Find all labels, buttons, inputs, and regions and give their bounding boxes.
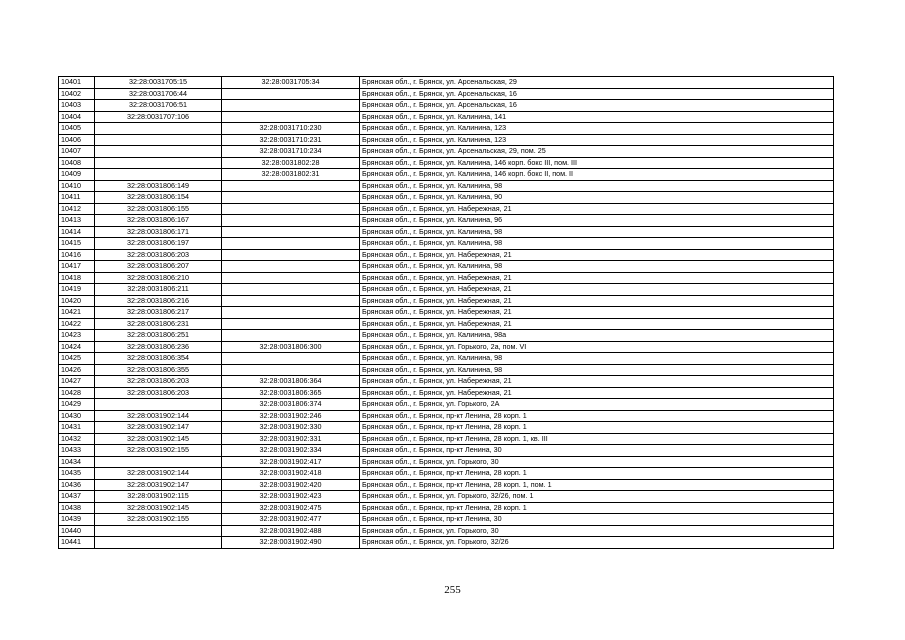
address-cell: Брянская обл., г. Брянск, ул. Набережная, 21: [360, 387, 834, 399]
table-row: [59, 445, 834, 457]
table-row: [59, 146, 834, 158]
cadastral-number-cell: 32:28:0031806:149: [95, 180, 222, 192]
object-cadastral-number-cell: [222, 215, 360, 227]
address-cell: Брянская обл., г. Брянск, ул. Калинина, 98а: [360, 330, 834, 342]
cadastral-number-cell: [95, 157, 222, 169]
address-cell: Брянская обл., г. Брянск, пр-кт Ленина, 28 корп. 1: [360, 502, 834, 514]
cadastral-number-cell: [95, 169, 222, 181]
cadastral-number-cell: 32:28:0031806:203: [95, 376, 222, 388]
record-number-cell: 10415: [59, 238, 95, 250]
cadastral-register-table: [58, 76, 834, 549]
table-row: [59, 376, 834, 388]
table-row: [59, 502, 834, 514]
record-number-cell: 10435: [59, 468, 95, 480]
object-cadastral-number-cell: 32:28:0031802:31: [222, 169, 360, 181]
address-cell: Брянская обл., г. Брянск, пр-кт Ленина, 28 корп. 1, кв. III: [360, 433, 834, 445]
cadastral-number-cell: [95, 123, 222, 135]
object-cadastral-number-cell: [222, 330, 360, 342]
address-cell: Брянская обл., г. Брянск, ул. Арсенальская, 16: [360, 100, 834, 112]
table-row: [59, 272, 834, 284]
cadastral-number-cell: 32:28:0031806:236: [95, 341, 222, 353]
object-cadastral-number-cell: 32:28:0031902:475: [222, 502, 360, 514]
address-cell: Брянская обл., г. Брянск, пр-кт Ленина, 30: [360, 514, 834, 526]
cadastral-number-cell: 32:28:0031806:216: [95, 295, 222, 307]
table-row: [59, 433, 834, 445]
address-cell: Брянская обл., г. Брянск, ул. Набережная, 21: [360, 203, 834, 215]
address-cell: Брянская обл., г. Брянск, ул. Горького, 32/26: [360, 537, 834, 549]
cadastral-number-cell: 32:28:0031806:354: [95, 353, 222, 365]
address-cell: Брянская обл., г. Брянск, ул. Арсенальская, 29: [360, 77, 834, 89]
cadastral-number-cell: 32:28:0031806:154: [95, 192, 222, 204]
cadastral-number-cell: 32:28:0031902:145: [95, 502, 222, 514]
record-number-cell: 10431: [59, 422, 95, 434]
object-cadastral-number-cell: 32:28:0031902:490: [222, 537, 360, 549]
address-cell: Брянская обл., г. Брянск, пр-кт Ленина, 30: [360, 445, 834, 457]
table-row: [59, 192, 834, 204]
cadastral-number-cell: 32:28:0031806:251: [95, 330, 222, 342]
cadastral-number-cell: [95, 525, 222, 537]
record-number-cell: 10403: [59, 100, 95, 112]
object-cadastral-number-cell: 32:28:0031710:234: [222, 146, 360, 158]
record-number-cell: 10409: [59, 169, 95, 181]
record-number-cell: 10401: [59, 77, 95, 89]
record-number-cell: 10423: [59, 330, 95, 342]
record-number-cell: 10417: [59, 261, 95, 273]
address-cell: Брянская обл., г. Брянск, ул. Калинина, 123: [360, 134, 834, 146]
record-number-cell: 10411: [59, 192, 95, 204]
object-cadastral-number-cell: [222, 180, 360, 192]
cadastral-number-cell: [95, 146, 222, 158]
table-row: [59, 387, 834, 399]
cadastral-number-cell: 32:28:0031902:144: [95, 468, 222, 480]
table-row: [59, 399, 834, 411]
address-cell: Брянская обл., г. Брянск, ул. Арсенальская, 29, пом. 25: [360, 146, 834, 158]
object-cadastral-number-cell: [222, 226, 360, 238]
object-cadastral-number-cell: 32:28:0031806:365: [222, 387, 360, 399]
record-number-cell: 10413: [59, 215, 95, 227]
object-cadastral-number-cell: [222, 261, 360, 273]
cadastral-number-cell: 32:28:0031705:15: [95, 77, 222, 89]
table-row: [59, 307, 834, 319]
table-row: [59, 525, 834, 537]
page-number: 255: [444, 584, 461, 596]
cadastral-number-cell: 32:28:0031806:355: [95, 364, 222, 376]
table-row: [59, 123, 834, 135]
object-cadastral-number-cell: [222, 318, 360, 330]
address-cell: Брянская обл., г. Брянск, ул. Горького, 2а, пом. VI: [360, 341, 834, 353]
object-cadastral-number-cell: [222, 272, 360, 284]
cadastral-number-cell: 32:28:0031707:106: [95, 111, 222, 123]
cadastral-number-cell: 32:28:0031902:155: [95, 514, 222, 526]
object-cadastral-number-cell: 32:28:0031902:334: [222, 445, 360, 457]
address-cell: Брянская обл., г. Брянск, ул. Арсенальская, 16: [360, 88, 834, 100]
cadastral-number-cell: [95, 537, 222, 549]
address-cell: Брянская обл., г. Брянск, ул. Горького, 2А: [360, 399, 834, 411]
table-row: [59, 203, 834, 215]
record-number-cell: 10414: [59, 226, 95, 238]
cadastral-number-cell: 32:28:0031902:147: [95, 479, 222, 491]
address-cell: Брянская обл., г. Брянск, ул. Калинина, 123: [360, 123, 834, 135]
address-cell: Брянская обл., г. Брянск, пр-кт Ленина, 28 корп. 1, пом. 1: [360, 479, 834, 491]
cadastral-number-cell: 32:28:0031706:51: [95, 100, 222, 112]
record-number-cell: 10427: [59, 376, 95, 388]
table-row: [59, 537, 834, 549]
address-cell: Брянская обл., г. Брянск, ул. Набережная, 21: [360, 272, 834, 284]
address-cell: Брянская обл., г. Брянск, ул. Набережная, 21: [360, 284, 834, 296]
cadastral-number-cell: 32:28:0031806:210: [95, 272, 222, 284]
table-row: [59, 238, 834, 250]
address-cell: Брянская обл., г. Брянск, ул. Калинина, 141: [360, 111, 834, 123]
record-number-cell: 10407: [59, 146, 95, 158]
object-cadastral-number-cell: [222, 249, 360, 261]
table-row: [59, 318, 834, 330]
cadastral-number-cell: 32:28:0031806:155: [95, 203, 222, 215]
table-row: [59, 249, 834, 261]
record-number-cell: 10420: [59, 295, 95, 307]
record-number-cell: 10412: [59, 203, 95, 215]
address-cell: Брянская обл., г. Брянск, ул. Набережная, 21: [360, 318, 834, 330]
address-cell: Брянская обл., г. Брянск, ул. Набережная, 21: [360, 376, 834, 388]
address-cell: Брянская обл., г. Брянск, ул. Калинина, 90: [360, 192, 834, 204]
record-number-cell: 10439: [59, 514, 95, 526]
address-cell: Брянская обл., г. Брянск, ул. Калинина, 98: [360, 261, 834, 273]
object-cadastral-number-cell: 32:28:0031902:423: [222, 491, 360, 503]
table-row: [59, 284, 834, 296]
object-cadastral-number-cell: [222, 203, 360, 215]
record-number-cell: 10441: [59, 537, 95, 549]
object-cadastral-number-cell: 32:28:0031806:300: [222, 341, 360, 353]
address-cell: Брянская обл., г. Брянск, пр-кт Ленина, 28 корп. 1: [360, 410, 834, 422]
record-number-cell: 10406: [59, 134, 95, 146]
object-cadastral-number-cell: [222, 88, 360, 100]
record-number-cell: 10421: [59, 307, 95, 319]
record-number-cell: 10437: [59, 491, 95, 503]
address-cell: Брянская обл., г. Брянск, ул. Набережная, 21: [360, 249, 834, 261]
object-cadastral-number-cell: 32:28:0031902:418: [222, 468, 360, 480]
address-cell: Брянская обл., г. Брянск, пр-кт Ленина, 28 корп. 1: [360, 468, 834, 480]
address-cell: Брянская обл., г. Брянск, ул. Калинина, 98: [360, 364, 834, 376]
object-cadastral-number-cell: 32:28:0031710:231: [222, 134, 360, 146]
object-cadastral-number-cell: 32:28:0031902:330: [222, 422, 360, 434]
table-row: [59, 169, 834, 181]
cadastral-number-cell: 32:28:0031806:167: [95, 215, 222, 227]
object-cadastral-number-cell: 32:28:0031902:477: [222, 514, 360, 526]
table-row: [59, 111, 834, 123]
cadastral-number-cell: 32:28:0031706:44: [95, 88, 222, 100]
table-row: [59, 514, 834, 526]
record-number-cell: 10405: [59, 123, 95, 135]
address-cell: Брянская обл., г. Брянск, ул. Горького, 30: [360, 525, 834, 537]
record-number-cell: 10408: [59, 157, 95, 169]
table-row: [59, 226, 834, 238]
address-cell: Брянская обл., г. Брянск, ул. Калинина, 146 корп. бокс III, пом. III: [360, 157, 834, 169]
address-cell: Брянская обл., г. Брянск, ул. Набережная, 21: [360, 307, 834, 319]
object-cadastral-number-cell: 32:28:0031802:28: [222, 157, 360, 169]
table-row: [59, 479, 834, 491]
table-row: [59, 88, 834, 100]
address-cell: Брянская обл., г. Брянск, ул. Калинина, 98: [360, 353, 834, 365]
object-cadastral-number-cell: [222, 238, 360, 250]
table-row: [59, 491, 834, 503]
table-row: [59, 77, 834, 89]
cadastral-number-cell: 32:28:0031902:115: [95, 491, 222, 503]
cadastral-number-cell: 32:28:0031902:147: [95, 422, 222, 434]
cadastral-number-cell: 32:28:0031806:231: [95, 318, 222, 330]
object-cadastral-number-cell: 32:28:0031902:420: [222, 479, 360, 491]
cadastral-number-cell: 32:28:0031902:155: [95, 445, 222, 457]
table-row: [59, 422, 834, 434]
address-cell: Брянская обл., г. Брянск, пр-кт Ленина, 28 корп. 1: [360, 422, 834, 434]
object-cadastral-number-cell: [222, 295, 360, 307]
table-body: [59, 77, 834, 549]
object-cadastral-number-cell: 32:28:0031902:488: [222, 525, 360, 537]
table-row: [59, 410, 834, 422]
record-number-cell: 10433: [59, 445, 95, 457]
record-number-cell: 10424: [59, 341, 95, 353]
record-number-cell: 10410: [59, 180, 95, 192]
table-row: [59, 330, 834, 342]
table-row: [59, 353, 834, 365]
table-row: [59, 456, 834, 468]
address-cell: Брянская обл., г. Брянск, ул. Калинина, 96: [360, 215, 834, 227]
object-cadastral-number-cell: [222, 111, 360, 123]
record-number-cell: 10440: [59, 525, 95, 537]
object-cadastral-number-cell: 32:28:0031902:417: [222, 456, 360, 468]
cadastral-number-cell: [95, 134, 222, 146]
cadastral-number-cell: 32:28:0031806:211: [95, 284, 222, 296]
table-row: [59, 341, 834, 353]
record-number-cell: 10429: [59, 399, 95, 411]
record-number-cell: 10428: [59, 387, 95, 399]
table-row: [59, 215, 834, 227]
address-cell: Брянская обл., г. Брянск, ул. Калинина, 98: [360, 226, 834, 238]
address-cell: Брянская обл., г. Брянск, ул. Набережная, 21: [360, 295, 834, 307]
record-number-cell: 10438: [59, 502, 95, 514]
object-cadastral-number-cell: 32:28:0031806:364: [222, 376, 360, 388]
object-cadastral-number-cell: [222, 100, 360, 112]
record-number-cell: 10404: [59, 111, 95, 123]
address-cell: Брянская обл., г. Брянск, ул. Калинина, 98: [360, 238, 834, 250]
object-cadastral-number-cell: [222, 307, 360, 319]
table-row: [59, 180, 834, 192]
object-cadastral-number-cell: [222, 364, 360, 376]
address-cell: Брянская обл., г. Брянск, ул. Горького, 32/26, пом. 1: [360, 491, 834, 503]
object-cadastral-number-cell: 32:28:0031806:374: [222, 399, 360, 411]
record-number-cell: 10425: [59, 353, 95, 365]
cadastral-number-cell: 32:28:0031902:144: [95, 410, 222, 422]
record-number-cell: 10436: [59, 479, 95, 491]
record-number-cell: 10418: [59, 272, 95, 284]
table-row: [59, 261, 834, 273]
cadastral-number-cell: [95, 399, 222, 411]
cadastral-number-cell: 32:28:0031806:217: [95, 307, 222, 319]
address-cell: Брянская обл., г. Брянск, ул. Калинина, 146 корп. бокс II, пом. II: [360, 169, 834, 181]
object-cadastral-number-cell: 32:28:0031710:230: [222, 123, 360, 135]
cadastral-number-cell: 32:28:0031806:197: [95, 238, 222, 250]
object-cadastral-number-cell: [222, 353, 360, 365]
table-row: [59, 295, 834, 307]
address-cell: Брянская обл., г. Брянск, ул. Горького, 30: [360, 456, 834, 468]
table-row: [59, 468, 834, 480]
table-row: [59, 157, 834, 169]
table-row: [59, 134, 834, 146]
cadastral-number-cell: 32:28:0031806:207: [95, 261, 222, 273]
record-number-cell: 10430: [59, 410, 95, 422]
record-number-cell: 10422: [59, 318, 95, 330]
cadastral-number-cell: 32:28:0031806:203: [95, 249, 222, 261]
object-cadastral-number-cell: [222, 192, 360, 204]
object-cadastral-number-cell: 32:28:0031902:331: [222, 433, 360, 445]
object-cadastral-number-cell: 32:28:0031705:34: [222, 77, 360, 89]
record-number-cell: 10434: [59, 456, 95, 468]
record-number-cell: 10432: [59, 433, 95, 445]
record-number-cell: 10416: [59, 249, 95, 261]
object-cadastral-number-cell: [222, 284, 360, 296]
cadastral-number-cell: 32:28:0031902:145: [95, 433, 222, 445]
table-row: [59, 364, 834, 376]
address-cell: Брянская обл., г. Брянск, ул. Калинина, 98: [360, 180, 834, 192]
cadastral-number-cell: 32:28:0031806:171: [95, 226, 222, 238]
cadastral-number-cell: 32:28:0031806:203: [95, 387, 222, 399]
record-number-cell: 10402: [59, 88, 95, 100]
cadastral-number-cell: [95, 456, 222, 468]
record-number-cell: 10419: [59, 284, 95, 296]
object-cadastral-number-cell: 32:28:0031902:246: [222, 410, 360, 422]
table-row: [59, 100, 834, 112]
record-number-cell: 10426: [59, 364, 95, 376]
